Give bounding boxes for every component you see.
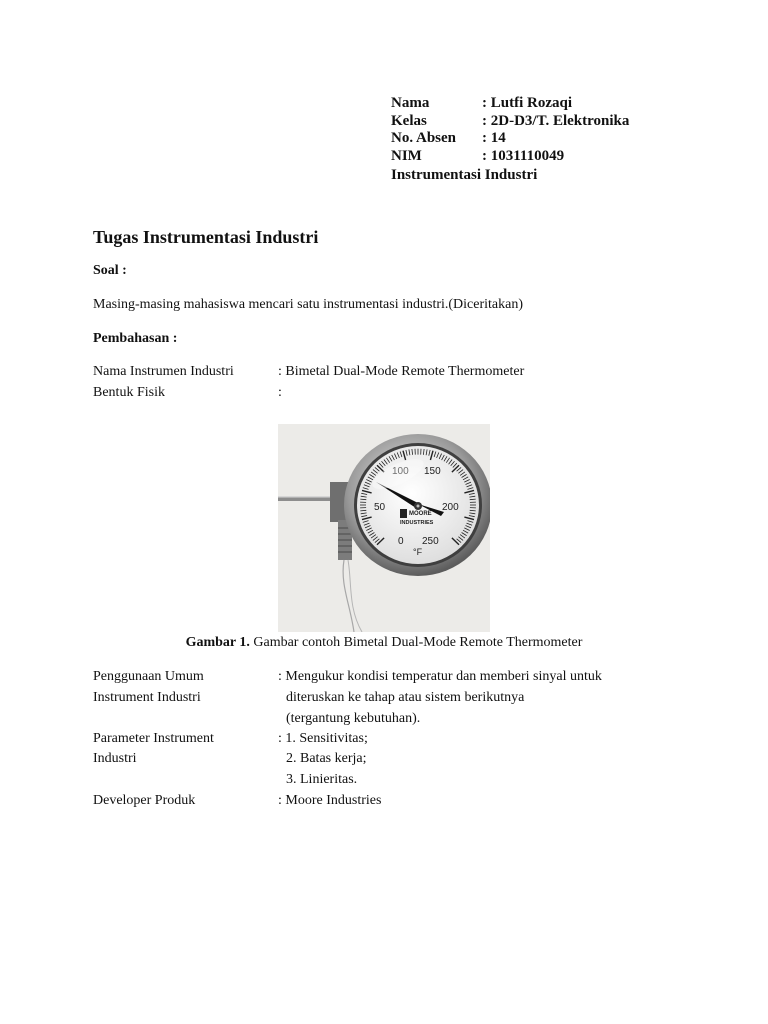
brand-text-1: MOORE <box>409 511 432 517</box>
capillary-wire <box>343 560 354 632</box>
parameter-item-3: 3. Linieritas. <box>286 772 358 787</box>
thermometer-photo <box>278 424 490 632</box>
dial-label-unit: °F <box>413 547 423 557</box>
nama-instrumen-label: Nama Instrumen Industri <box>93 364 234 379</box>
caption-number: Gambar 1. <box>185 635 250 650</box>
nama-instrumen-value: : Bimetal Dual-Mode Remote Thermometer <box>278 364 525 379</box>
parameter-item-2: 2. Batas kerja; <box>286 751 367 766</box>
bentuk-fisik-value: : <box>278 385 282 400</box>
penggunaan-value-line-1: : Mengukur kondisi temperatur dan memberi sinyal untuk <box>278 669 602 684</box>
dial-label-150: 150 <box>424 466 441 477</box>
info-value-kelas: : 2D-D3/T. Elektronika <box>482 113 630 129</box>
penggunaan-label-line-2: Instrument Industri <box>93 690 201 705</box>
info-label-absen: No. Absen <box>391 130 457 146</box>
course-name: Instrumentasi Industri <box>391 167 538 183</box>
caption-text: Gambar contoh Bimetal Dual-Mode Remote Thermometer <box>249 635 583 650</box>
info-value-absen: : 14 <box>482 130 506 146</box>
penggunaan-value-line-2: diteruskan ke tahap atau sistem berikutnya <box>286 690 525 705</box>
developer-value: : Moore Industries <box>278 793 382 808</box>
info-label-nim: NIM <box>391 148 422 164</box>
dial-label-250: 250 <box>422 536 439 547</box>
soal-text: Masing-masing mahasiswa mencari satu instrumentasi industri.(Diceritakan) <box>93 297 524 312</box>
pembahasan-heading: Pembahasan : <box>93 331 178 346</box>
dial-label-0: 0 <box>398 536 404 547</box>
penggunaan-value-line-3: (tergantung kebutuhan). <box>286 711 421 726</box>
document-title: Tugas Instrumentasi Industri <box>93 227 319 247</box>
brand-text-2: INDUSTRIES <box>400 520 434 526</box>
parameter-label-line-2: Industri <box>93 751 137 766</box>
dial-label-100: 100 <box>392 466 409 477</box>
developer-label: Developer Produk <box>93 793 196 808</box>
dial-label-50: 50 <box>374 502 386 513</box>
info-value-nim: : 1031110049 <box>482 148 565 164</box>
parameter-item-1: : 1. Sensitivitas; <box>278 731 368 746</box>
bentuk-fisik-label: Bentuk Fisik <box>93 385 165 400</box>
dial-label-200: 200 <box>442 502 459 513</box>
info-label-kelas: Kelas <box>391 113 427 129</box>
soal-heading: Soal : <box>93 263 127 278</box>
thermometer-drawing <box>278 424 490 632</box>
info-label-nama: Nama <box>391 95 430 111</box>
parameter-label-line-1: Parameter Instrument <box>93 731 214 746</box>
info-value-nama: : Lutfi Rozaqi <box>482 95 572 111</box>
penggunaan-label-line-1: Penggunaan Umum <box>93 669 204 684</box>
figure-caption <box>172 634 596 652</box>
